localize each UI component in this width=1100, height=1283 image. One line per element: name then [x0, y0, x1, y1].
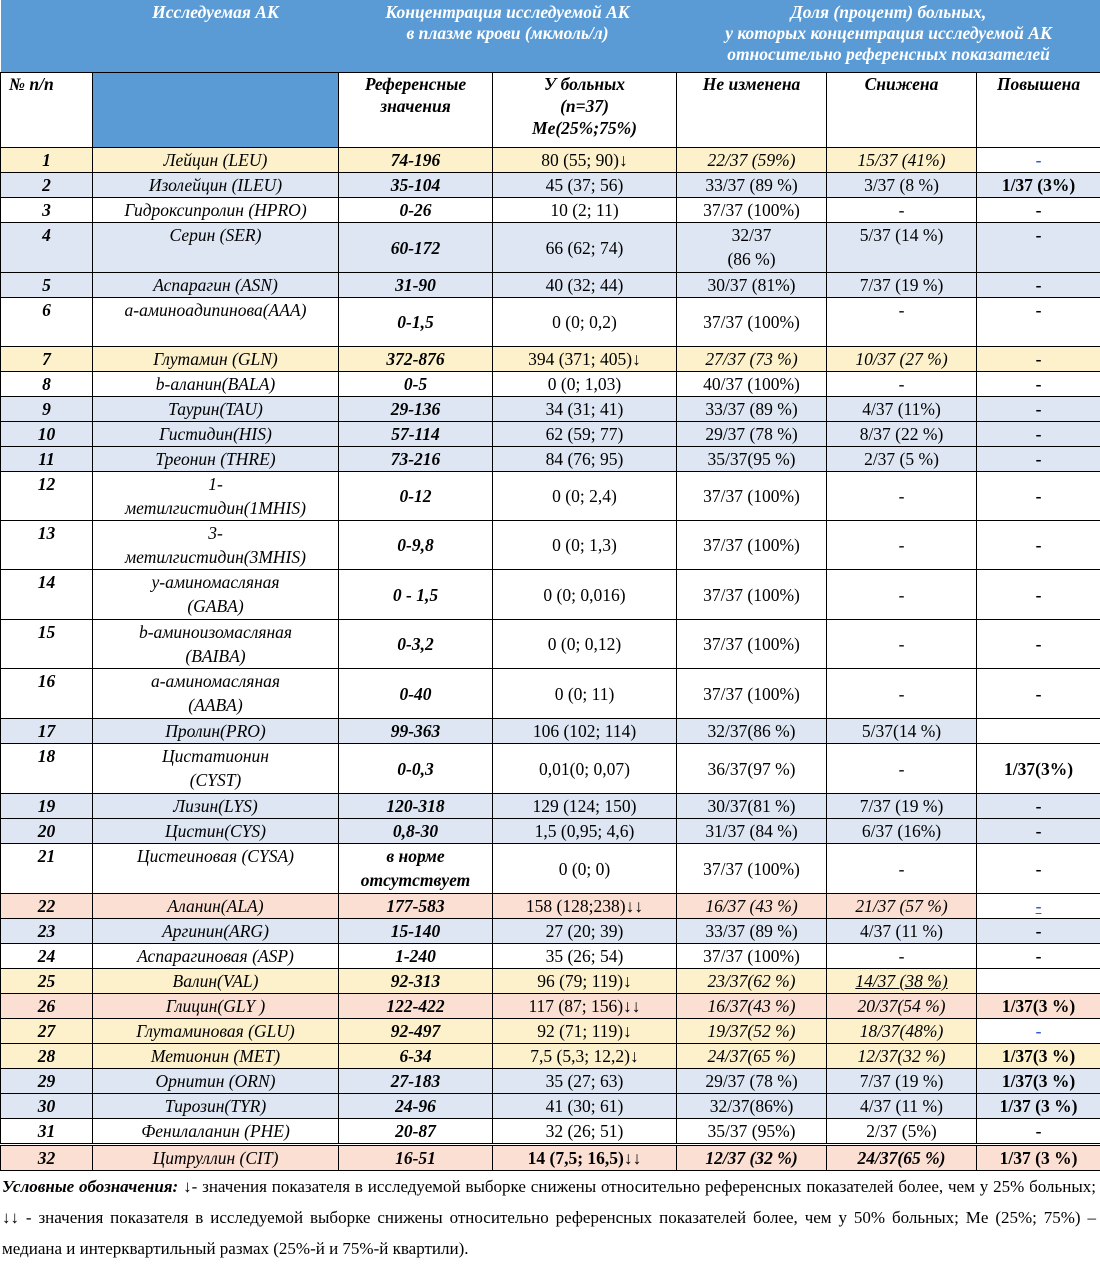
unchanged-cell: 24/37(65 %)	[677, 1044, 827, 1069]
reference-cell: 0-3,2	[339, 620, 493, 669]
increased-cell: -	[977, 148, 1100, 173]
median-cell: 32 (26; 51)	[493, 1119, 677, 1145]
median-cell: 84 (76; 95)	[493, 447, 677, 472]
table-row	[1, 1119, 1100, 1145]
increased-cell	[977, 719, 1100, 744]
increased-cell: 1/37(3 %)	[977, 1069, 1100, 1094]
increased-cell: 1/37 (3 %)	[977, 1094, 1100, 1119]
table-row	[1, 719, 1100, 744]
reference-cell: 0 - 1,5	[339, 570, 493, 620]
increased-cell: -	[977, 347, 1100, 372]
unchanged-cell: 33/37 (89 %)	[677, 397, 827, 422]
unchanged-cell: 16/37 (43 %)	[677, 894, 827, 919]
row-number-cell: 6	[1, 298, 93, 347]
acid-name-cell: Изолейцин (ILEU)	[93, 173, 339, 198]
increased-cell: -	[977, 819, 1100, 844]
header-row-1	[1, 0, 1100, 73]
table-row	[1, 273, 1100, 298]
reference-cell: 92-497	[339, 1019, 493, 1044]
table-row	[1, 969, 1100, 994]
acid-name-cell: Аспарагиновая (ASP)	[93, 944, 339, 969]
header-unchanged: Не изменена	[677, 73, 827, 148]
header-acid: Исследуемая АК	[93, 0, 339, 73]
acid-name-cell: b-аминоизомасляная (BAIBA)	[93, 620, 339, 669]
decreased-cell: -	[827, 744, 977, 794]
increased-cell: -	[977, 198, 1100, 223]
acid-name-cell: Фенилаланин (PHE)	[93, 1119, 339, 1145]
table-row	[1, 1094, 1100, 1119]
row-number-cell: 25	[1, 969, 93, 994]
row-number-cell: 29	[1, 1069, 93, 1094]
acid-name-cell: y-аминомасляная (GABA)	[93, 570, 339, 620]
median-cell: 34 (31; 41)	[493, 397, 677, 422]
table-row	[1, 298, 1100, 347]
reference-cell: 0,8-30	[339, 819, 493, 844]
decreased-cell: -	[827, 944, 977, 969]
acid-name-cell: 1- метилгистидин(1MHIS)	[93, 472, 339, 521]
table-row	[1, 447, 1100, 472]
increased-cell: -	[977, 794, 1100, 819]
increased-cell: -	[977, 919, 1100, 944]
reference-cell: 177-583	[339, 894, 493, 919]
median-cell: 0 (0; 11)	[493, 669, 677, 719]
acid-name-cell: Серин (SER)	[93, 223, 339, 273]
reference-cell: 73-216	[339, 447, 493, 472]
table-row	[1, 919, 1100, 944]
acid-name-cell: Аргинин(ARG)	[93, 919, 339, 944]
increased-cell: -	[977, 472, 1100, 521]
table-row	[1, 1019, 1100, 1044]
reference-cell: 0-5	[339, 372, 493, 397]
median-cell: 106 (102; 114)	[493, 719, 677, 744]
table-row	[1, 372, 1100, 397]
reference-cell: 0-40	[339, 669, 493, 719]
row-number-cell: 26	[1, 994, 93, 1019]
reference-cell: 6-34	[339, 1044, 493, 1069]
unchanged-cell: 30/37(81 %)	[677, 794, 827, 819]
decreased-cell: 2/37 (5%)	[827, 1119, 977, 1145]
table-row	[1, 844, 1100, 894]
median-cell: 45 (37; 56)	[493, 173, 677, 198]
row-number-cell: 22	[1, 894, 93, 919]
increased-cell: -	[977, 620, 1100, 669]
acid-name-cell: Гидроксипролин (HPRO)	[93, 198, 339, 223]
median-cell: 14 (7,5; 16,5)↓↓	[493, 1145, 677, 1171]
increased-cell: 1/37 (3 %)	[977, 1145, 1100, 1171]
median-cell: 35 (26; 54)	[493, 944, 677, 969]
acid-name-cell: Лизин(LYS)	[93, 794, 339, 819]
acid-name-cell: Лейцин (LEU)	[93, 148, 339, 173]
unchanged-cell: 33/37 (89 %)	[677, 919, 827, 944]
increased-cell: 1/37 (3%)	[977, 173, 1100, 198]
increased-cell: -	[977, 372, 1100, 397]
row-number-cell: 28	[1, 1044, 93, 1069]
table-row	[1, 794, 1100, 819]
header-share: Доля (процент) больных, у которых концентрация исследуемой АК относительно референсных показателей	[677, 0, 1100, 73]
unchanged-cell: 32/37 (86 %)	[677, 223, 827, 273]
row-number-cell: 14	[1, 570, 93, 620]
legend-title: Условные обозначения:	[2, 1177, 179, 1196]
unchanged-cell: 22/37 (59%)	[677, 148, 827, 173]
legend	[0, 1171, 1098, 1264]
reference-cell: в норме отсутствует	[339, 844, 493, 894]
decreased-cell: -	[827, 298, 977, 347]
increased-cell: -	[977, 669, 1100, 719]
acid-name-cell: a-аминоадипинова(AAA)	[93, 298, 339, 347]
reference-cell: 120-318	[339, 794, 493, 819]
acid-name-cell: Цистин(CYS)	[93, 819, 339, 844]
row-number-cell: 23	[1, 919, 93, 944]
acid-name-cell: 3- метилгистидин(3MHIS)	[93, 521, 339, 570]
table-row	[1, 1145, 1100, 1171]
unchanged-cell: 37/37 (100%)	[677, 570, 827, 620]
median-cell: 0 (0; 0)	[493, 844, 677, 894]
table-row	[1, 198, 1100, 223]
unchanged-cell: 37/37 (100%)	[677, 669, 827, 719]
table-row	[1, 620, 1100, 669]
increased-cell: 1/37(3 %)	[977, 1044, 1100, 1069]
reference-cell: 0-0,3	[339, 744, 493, 794]
reference-cell: 29-136	[339, 397, 493, 422]
unchanged-cell: 35/37 (95%)	[677, 1119, 827, 1145]
median-cell: 0,01(0; 0,07)	[493, 744, 677, 794]
increased-cell: -	[977, 447, 1100, 472]
median-cell: 117 (87; 156)↓↓	[493, 994, 677, 1019]
acid-name-cell: Глутамин (GLN)	[93, 347, 339, 372]
increased-cell: -	[977, 223, 1100, 273]
table-row	[1, 570, 1100, 620]
table-row	[1, 472, 1100, 521]
decreased-cell: 6/37 (16%)	[827, 819, 977, 844]
header-decreased: Снижена	[827, 73, 977, 148]
decreased-cell: 20/37(54 %)	[827, 994, 977, 1019]
increased-cell: -	[977, 844, 1100, 894]
row-number-cell: 13	[1, 521, 93, 570]
decreased-cell: 7/37 (19 %)	[827, 273, 977, 298]
table-row	[1, 994, 1100, 1019]
reference-cell: 15-140	[339, 919, 493, 944]
row-number-cell: 9	[1, 397, 93, 422]
reference-cell: 60-172	[339, 223, 493, 273]
median-cell: 0 (0; 2,4)	[493, 472, 677, 521]
median-cell: 41 (30; 61)	[493, 1094, 677, 1119]
median-cell: 394 (371; 405)↓	[493, 347, 677, 372]
unchanged-cell: 31/37 (84 %)	[677, 819, 827, 844]
unchanged-cell: 32/37(86 %)	[677, 719, 827, 744]
row-number-cell: 21	[1, 844, 93, 894]
increased-cell: -	[977, 422, 1100, 447]
acid-name-cell: Аланин(ALA)	[93, 894, 339, 919]
acid-name-cell: Глутаминовая (GLU)	[93, 1019, 339, 1044]
decreased-cell: 2/37 (5 %)	[827, 447, 977, 472]
reference-cell: 99-363	[339, 719, 493, 744]
row-number-cell: 4	[1, 223, 93, 273]
row-number-cell: 10	[1, 422, 93, 447]
decreased-cell: 4/37 (11 %)	[827, 1094, 977, 1119]
acid-name-cell: Гистидин(HIS)	[93, 422, 339, 447]
unchanged-cell: 37/37 (100%)	[677, 521, 827, 570]
header-reference: Референсные значения	[339, 73, 493, 148]
table-row	[1, 744, 1100, 794]
row-number-cell: 8	[1, 372, 93, 397]
median-cell: 27 (20; 39)	[493, 919, 677, 944]
row-number-cell: 17	[1, 719, 93, 744]
reference-cell: 27-183	[339, 1069, 493, 1094]
median-cell: 96 (79; 119)↓	[493, 969, 677, 994]
unchanged-cell: 30/37 (81%)	[677, 273, 827, 298]
decreased-cell: 12/37(32 %)	[827, 1044, 977, 1069]
decreased-cell: 5/37 (14 %)	[827, 223, 977, 273]
unchanged-cell: 37/37 (100%)	[677, 620, 827, 669]
decreased-cell: 5/37(14 %)	[827, 719, 977, 744]
acid-name-cell: Цистатионин (CYST)	[93, 744, 339, 794]
reference-cell: 92-313	[339, 969, 493, 994]
acid-name-cell: Треонин (THRE)	[93, 447, 339, 472]
table-row	[1, 223, 1100, 273]
table-row	[1, 347, 1100, 372]
acid-name-cell: Тирозин(TYR)	[93, 1094, 339, 1119]
header-concentration: Концентрация исследуемой АК в плазме крови (мкмоль/л)	[339, 0, 677, 73]
acid-name-cell: a-аминомасляная (AABA)	[93, 669, 339, 719]
acid-name-cell: Орнитин (ORN)	[93, 1069, 339, 1094]
median-cell: 0 (0; 1,03)	[493, 372, 677, 397]
unchanged-cell: 33/37 (89 %)	[677, 173, 827, 198]
decreased-cell: 24/37(65 %)	[827, 1145, 977, 1171]
increased-cell: -	[977, 894, 1100, 919]
increased-cell: -	[977, 273, 1100, 298]
increased-cell	[977, 969, 1100, 994]
acid-name-cell: Метионин (MET)	[93, 1044, 339, 1069]
row-number-cell: 7	[1, 347, 93, 372]
median-cell: 40 (32; 44)	[493, 273, 677, 298]
reference-cell: 122-422	[339, 994, 493, 1019]
decreased-cell: -	[827, 372, 977, 397]
row-number-cell: 31	[1, 1119, 93, 1145]
unchanged-cell: 32/37(86%)	[677, 1094, 827, 1119]
acid-name-cell: Глицин(GLY )	[93, 994, 339, 1019]
row-number-cell: 19	[1, 794, 93, 819]
row-number-cell: 12	[1, 472, 93, 521]
acid-name-cell: Цистеиновая (CYSA)	[93, 844, 339, 894]
row-number-cell: 15	[1, 620, 93, 669]
increased-cell: 1/37(3 %)	[977, 994, 1100, 1019]
decreased-cell: 8/37 (22 %)	[827, 422, 977, 447]
reference-cell: 16-51	[339, 1145, 493, 1171]
median-cell: 35 (27; 63)	[493, 1069, 677, 1094]
median-cell: 66 (62; 74)	[493, 223, 677, 273]
header-number: № п/п	[1, 73, 93, 148]
decreased-cell: 14/37 (38 %)	[827, 969, 977, 994]
decreased-cell: 7/37 (19 %)	[827, 1069, 977, 1094]
acid-name-cell: Валин(VAL)	[93, 969, 339, 994]
reference-cell: 35-104	[339, 173, 493, 198]
increased-cell: -	[977, 298, 1100, 347]
reference-cell: 0-9,8	[339, 521, 493, 570]
acid-name-cell: Таурин(TAU)	[93, 397, 339, 422]
decreased-cell: -	[827, 570, 977, 620]
increased-cell: -	[977, 397, 1100, 422]
unchanged-cell: 12/37 (32 %)	[677, 1145, 827, 1171]
header-patients: У больных (n=37) Me(25%;75%)	[493, 73, 677, 148]
median-cell: 7,5 (5,3; 12,2)↓	[493, 1044, 677, 1069]
median-cell: 0 (0; 1,3)	[493, 521, 677, 570]
median-cell: 1,5 (0,95; 4,6)	[493, 819, 677, 844]
reference-cell: 0-1,5	[339, 298, 493, 347]
table-row	[1, 1069, 1100, 1094]
decreased-cell: -	[827, 844, 977, 894]
table-row	[1, 944, 1100, 969]
median-cell: 92 (71; 119)↓	[493, 1019, 677, 1044]
unchanged-cell: 29/37 (78 %)	[677, 422, 827, 447]
row-number-cell: 5	[1, 273, 93, 298]
table-row	[1, 894, 1100, 919]
unchanged-cell: 35/37(95 %)	[677, 447, 827, 472]
decreased-cell: -	[827, 669, 977, 719]
acid-name-cell: b-аланин(BALA)	[93, 372, 339, 397]
reference-cell: 31-90	[339, 273, 493, 298]
unchanged-cell: 19/37(52 %)	[677, 1019, 827, 1044]
decreased-cell: 15/37 (41%)	[827, 148, 977, 173]
increased-cell: -	[977, 1119, 1100, 1145]
table-row	[1, 173, 1100, 198]
table-row	[1, 422, 1100, 447]
decreased-cell: 4/37 (11%)	[827, 397, 977, 422]
legend-text: ↓- значения показателя в исследуемой выборке снижены относительно референсных показателей более, чем у 25% больных; ↓↓ - значения показателя в исследуемой выборке снижены относительно референсных показателей более, чем у 50% больных; Me (25%; 75%) – медиана и интерквартильный размах (25%-й и 75%-й квартили).	[2, 1177, 1097, 1258]
row-number-cell: 3	[1, 198, 93, 223]
acid-name-cell: Аспарагин (ASN)	[93, 273, 339, 298]
header-increased: Повышена	[977, 73, 1100, 148]
row-number-cell: 20	[1, 819, 93, 844]
row-number-cell: 24	[1, 944, 93, 969]
row-number-cell: 11	[1, 447, 93, 472]
decreased-cell: 3/37 (8 %)	[827, 173, 977, 198]
decreased-cell: 4/37 (11 %)	[827, 919, 977, 944]
decreased-cell: -	[827, 620, 977, 669]
reference-cell: 0-26	[339, 198, 493, 223]
row-number-cell: 32	[1, 1145, 93, 1171]
table-row	[1, 397, 1100, 422]
unchanged-cell: 36/37(97 %)	[677, 744, 827, 794]
unchanged-cell: 27/37 (73 %)	[677, 347, 827, 372]
increased-cell: -	[977, 1019, 1100, 1044]
unchanged-cell: 16/37(43 %)	[677, 994, 827, 1019]
table-row	[1, 669, 1100, 719]
row-number-cell: 2	[1, 173, 93, 198]
unchanged-cell: 37/37 (100%)	[677, 472, 827, 521]
decreased-cell: 18/37(48%)	[827, 1019, 977, 1044]
header-row-2	[1, 73, 1100, 148]
table-row	[1, 1044, 1100, 1069]
increased-cell: 1/37(3%)	[977, 744, 1100, 794]
reference-cell: 0-12	[339, 472, 493, 521]
acid-name-cell: Пролин(PRO)	[93, 719, 339, 744]
decreased-cell: 7/37 (19 %)	[827, 794, 977, 819]
row-number-cell: 1	[1, 148, 93, 173]
unchanged-cell: 23/37(62 %)	[677, 969, 827, 994]
increased-cell: -	[977, 944, 1100, 969]
decreased-cell: -	[827, 472, 977, 521]
row-number-cell: 18	[1, 744, 93, 794]
median-cell: 10 (2; 11)	[493, 198, 677, 223]
unchanged-cell: 37/37 (100%)	[677, 844, 827, 894]
unchanged-cell: 37/37 (100%)	[677, 198, 827, 223]
median-cell: 0 (0; 0,12)	[493, 620, 677, 669]
increased-cell: -	[977, 521, 1100, 570]
decreased-cell: -	[827, 198, 977, 223]
decreased-cell: 10/37 (27 %)	[827, 347, 977, 372]
acid-name-cell: Цитруллин (CIT)	[93, 1145, 339, 1171]
reference-cell: 24-96	[339, 1094, 493, 1119]
decreased-cell: 21/37 (57 %)	[827, 894, 977, 919]
row-number-cell: 16	[1, 669, 93, 719]
table-row	[1, 819, 1100, 844]
unchanged-cell: 37/37 (100%)	[677, 944, 827, 969]
median-cell: 80 (55; 90)↓	[493, 148, 677, 173]
reference-cell: 20-87	[339, 1119, 493, 1145]
row-number-cell: 30	[1, 1094, 93, 1119]
header-acid-blank	[93, 73, 339, 148]
reference-cell: 74-196	[339, 148, 493, 173]
median-cell: 158 (128;238)↓↓	[493, 894, 677, 919]
median-cell: 62 (59; 77)	[493, 422, 677, 447]
table-row	[1, 521, 1100, 570]
increased-cell: -	[977, 570, 1100, 620]
median-cell: 0 (0; 0,016)	[493, 570, 677, 620]
median-cell: 129 (124; 150)	[493, 794, 677, 819]
unchanged-cell: 40/37 (100%)	[677, 372, 827, 397]
table-row	[1, 148, 1100, 173]
unchanged-cell: 37/37 (100%)	[677, 298, 827, 347]
decreased-cell: -	[827, 521, 977, 570]
row-number-cell: 27	[1, 1019, 93, 1044]
reference-cell: 372-876	[339, 347, 493, 372]
reference-cell: 57-114	[339, 422, 493, 447]
reference-cell: 1-240	[339, 944, 493, 969]
median-cell: 0 (0; 0,2)	[493, 298, 677, 347]
unchanged-cell: 29/37 (78 %)	[677, 1069, 827, 1094]
